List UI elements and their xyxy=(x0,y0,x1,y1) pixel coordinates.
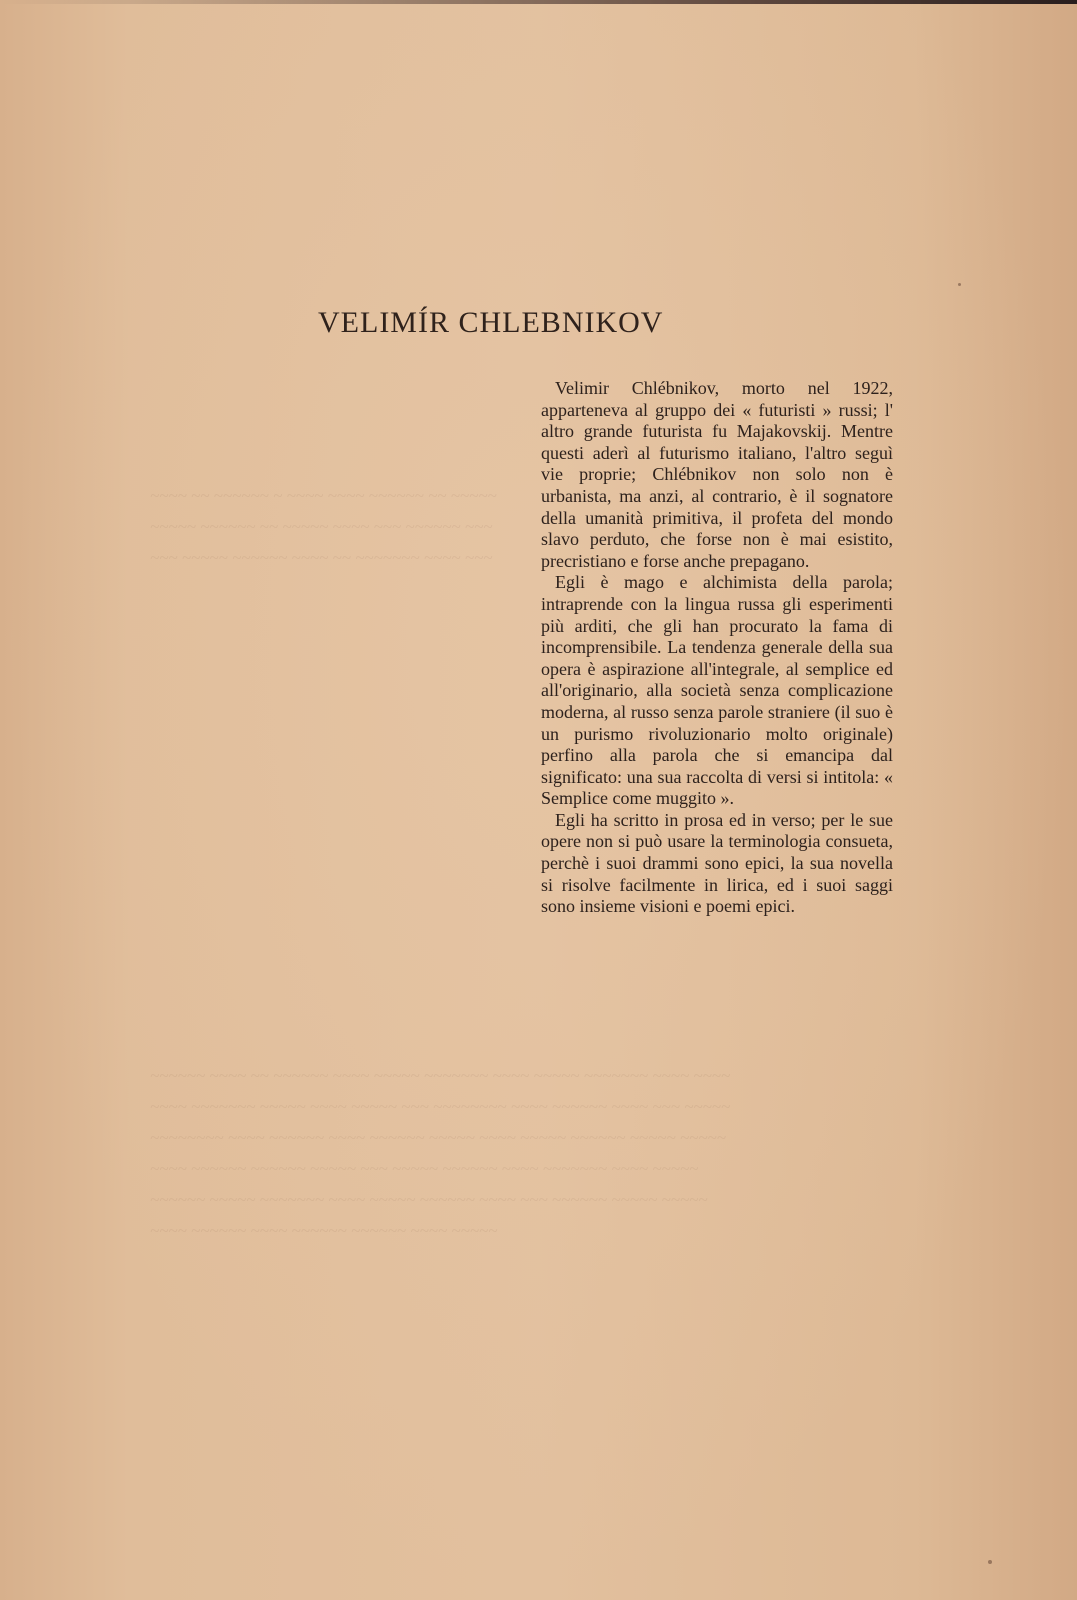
show-through-left: ~~~~ ~~ ~~~~~~ ~ ~~~~ ~~~~ ~~~~~~ ~~ ~~~~~ ~~~~~ ~~~~~~ ~~ ~~~~~ ~~~~ ~~~ ~~~~~~ ~~~ ~~~ ~~~~~ ~~~~~~ ~~~~ ~~ ~~~~~~~ ~~~~ ~~~ xyxy=(150,486,497,567)
paragraph-language: Egli è mago e alchimista della parola; intraprende con la lingua russa gli esperimenti più arditi, che gli han procurato la fama di incomprensibile. La tendenza generale della sua opera è aspirazione all'integrale, al semplice ed all'originario, alla società senza complicazione moderna, al russo senza parole straniere (il suo è un purismo rivoluzionario molto originale) perfino alla parola che si emancipa dal significato: una sua raccolta di versi si intitola: « Semplice come muggito ». xyxy=(541,572,893,809)
paragraph-works: Egli ha scritto in prosa ed in verso; per le sue opere non si può usare la terminologia consueta, perchè i suoi drammi sono epici, la sua novella si risolve facilmente in lirica, ed i suoi saggi sono insieme visioni e poemi epici. xyxy=(541,809,893,917)
show-through-bottom: ~~~~~~ ~~~~ ~~ ~~~~~~ ~~~~ ~~~~~ ~~~~~~~ ~~~~ ~~~~~ ~~~~~~~ ~~~~ ~~~~ ~~~~ ~~~~~~~ ~~~~~ ~~~~ ~~~~~ ~~~ ~~~~~~~~ ~~~~ ~~~~~~ ~~~~ ~~~ ~~~~~ ~~~~~~~~ ~~~~ ~~~~~~ ~~~~ ~~~~~~ ~~~~~ ~~~~ ~~~~~ ~~~~~~ ~~~~~ ~~~~~ ~~~~ ~~~~~~ ~~~~~~ ~~~~~ ~~~ ~~~~~ ~~~~~~ ~~~~ ~~~~~~~ ~~~~ ~~~~~ ~~~~~~ ~~~~~ ~~~~~~~ ~~~~ ~~~~~ ~~~~~~ ~~~~ ~~~ ~~~~~~ ~~~~~ ~~~~~ ~~~~ ~~~~~~ ~~~~ ~~~~~~ ~~~~~~ ~~~~ ~~~~~ xyxy=(150,1066,731,1240)
page-title: VELIMÍR CHLEBNIKOV xyxy=(318,306,664,339)
paper-speck xyxy=(988,1560,992,1564)
body-text xyxy=(541,378,893,918)
paragraph-intro: Velimir Chlébnikov, morto nel 1922, apparteneva al gruppo dei « futuristi » russi; l' altro grande futurista fu Majakovskij. Mentre questi aderì al futurismo italiano, l'altro seguì vie proprie; Chlébnikov non solo non è urbanista, ma anzi, al contrario, è il sognatore della umanità primitiva, il profeta del mondo slavo perduto, che forse non è mai esistito, precristiano e forse anche prepagano. xyxy=(541,378,893,571)
paper-speck xyxy=(958,283,961,286)
page-top-edge xyxy=(0,0,1077,4)
